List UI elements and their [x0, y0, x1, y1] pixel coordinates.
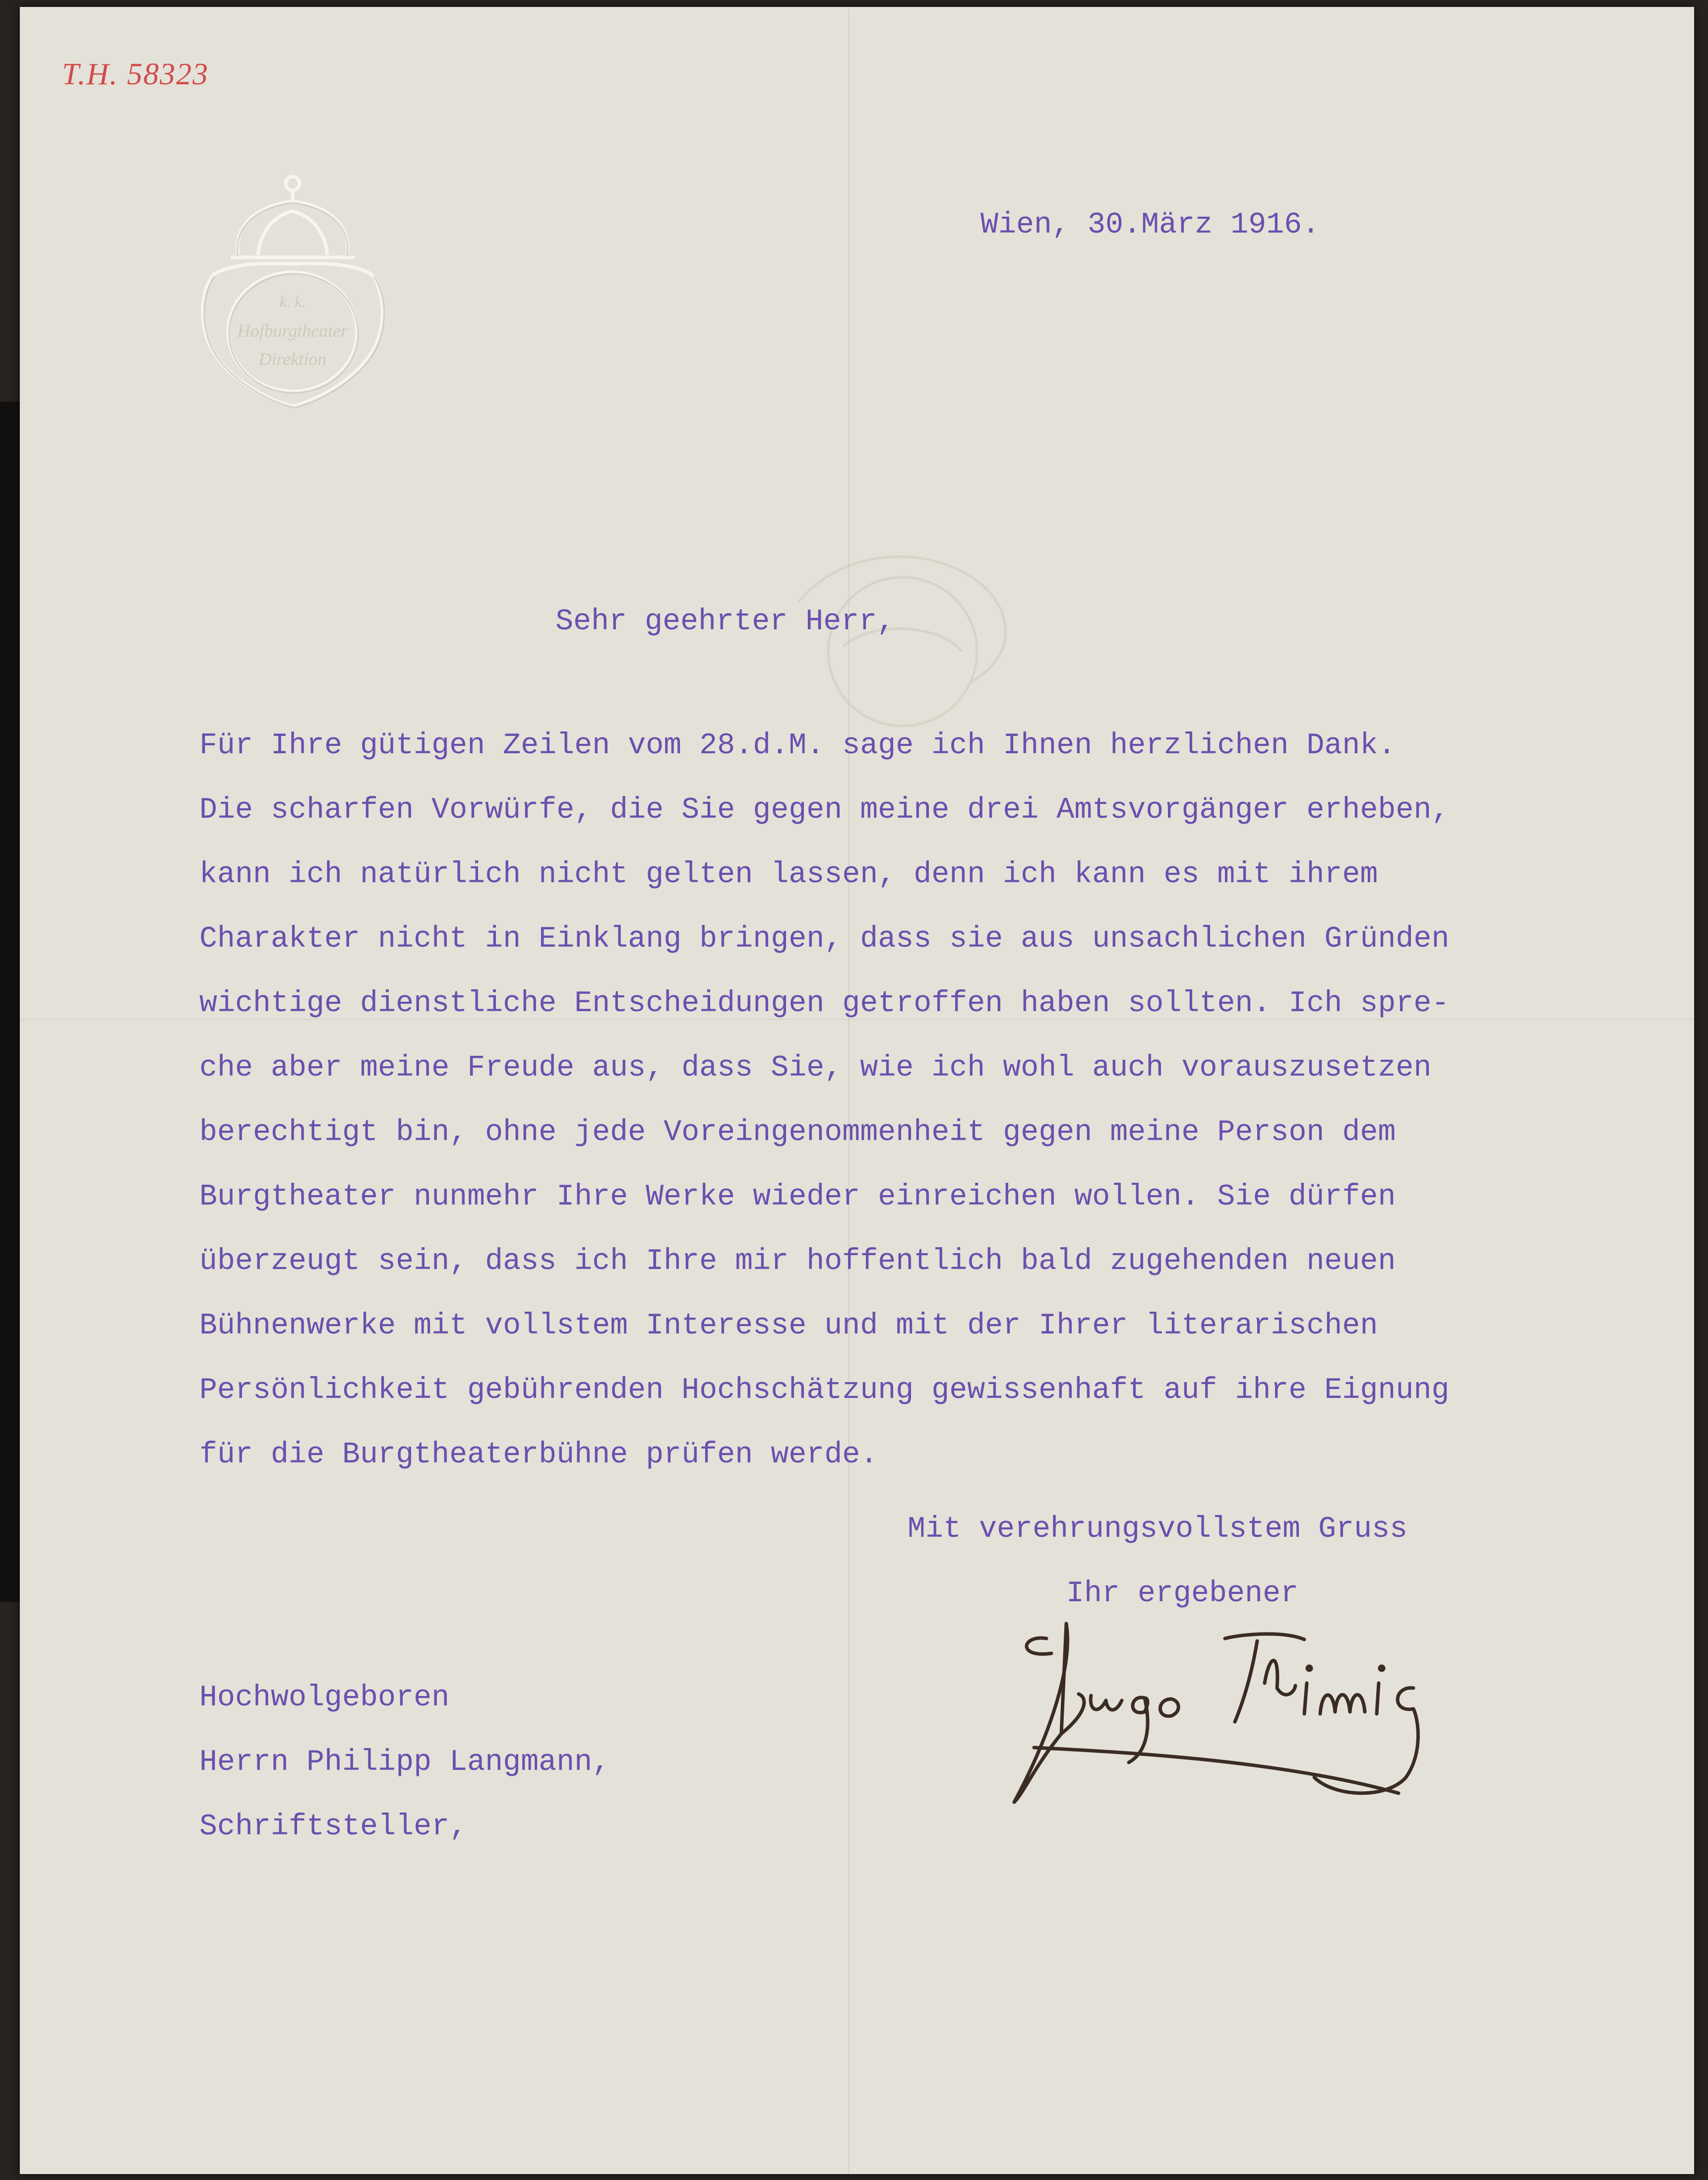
body-line: che aber meine Freude aus, dass Sie, wie ich wohl auch vorauszusetzen: [199, 1051, 1432, 1085]
signature: [987, 1604, 1453, 1822]
body-line: Persönlichkeit gebührenden Hochschätzung gewissenhaft auf ihre Eignung: [199, 1374, 1450, 1407]
body-line: überzeugt sein, dass ich Ihre mir hoffentlich bald zugehenden neuen: [199, 1245, 1396, 1278]
fold-line-vertical: [848, 7, 850, 2174]
body-line: Die scharfen Vorwürfe, die Sie gegen meine drei Amtsvorgänger erheben,: [199, 793, 1450, 827]
letter-sheet: [20, 7, 1694, 2174]
recipient-name: Herrn Philipp Langmann,: [199, 1746, 610, 1779]
body-line: Bühnenwerke mit vollstem Interesse und mit der Ihrer literarischen: [199, 1309, 1378, 1343]
body-line: berechtigt bin, ohne jede Voreingenommenheit gegen meine Person dem: [199, 1116, 1396, 1150]
body-line: Für Ihre gütigen Zeilen vom 28.d.M. sage ich Ihnen herzlichen Dank.: [199, 729, 1396, 763]
recipient-honorific: Hochwolgeboren: [199, 1681, 450, 1715]
body-line: für die Burgtheaterbühne prüfen werde.: [199, 1438, 878, 1472]
recipient-title: Schriftsteller,: [199, 1810, 468, 1844]
crown-emblem-icon: [179, 171, 407, 419]
seal-line-1: k. k.: [279, 293, 306, 310]
archive-mark: T.H. 58323: [62, 58, 209, 91]
closing-line-2: Ihr ergebener: [1066, 1577, 1299, 1611]
seal-line-3: Direktion: [258, 349, 327, 369]
salutation: Sehr geehrter Herr,: [555, 605, 895, 639]
seal-line-2: Hofburgtheater: [237, 321, 348, 341]
body-line: Burgtheater nunmehr Ihre Werke wieder einreichen wollen. Sie dürfen: [199, 1180, 1396, 1214]
body-line: kann ich natürlich nicht gelten lassen, denn ich kann es mit ihrem: [199, 858, 1378, 892]
date-line: Wien, 30.März 1916.: [980, 208, 1320, 242]
body-line: Charakter nicht in Einklang bringen, dass sie aus unsachlichen Gründen: [199, 922, 1450, 956]
closing-line-1: Mit verehrungsvollstem Gruss: [908, 1513, 1408, 1546]
body-line: wichtige dienstliche Entscheidungen getroffen haben sollten. Ich spre-: [199, 987, 1450, 1021]
